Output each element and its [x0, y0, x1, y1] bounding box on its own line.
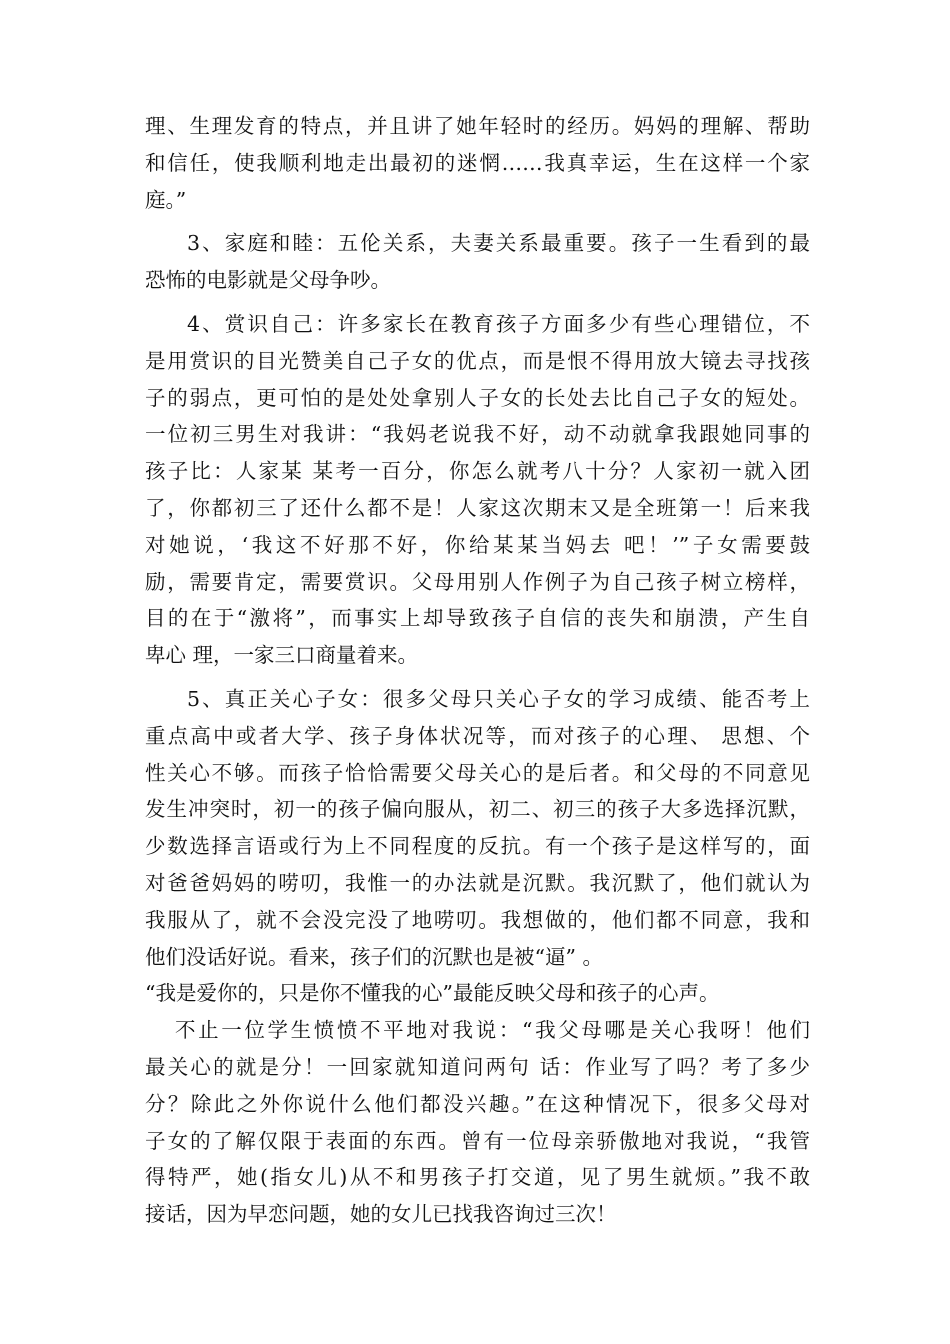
text-line: 接话，因为早恋问题，她的女儿已找我咨询过三次！	[145, 1202, 617, 1227]
text-line: 不止一位学生愤愤不平地对我说：“我父母哪是关心我呀！他们	[175, 1018, 810, 1043]
text-line: 励，需要肯定，需要赏识。父母用别人作例子为自己孩子树立榜样，	[145, 569, 810, 594]
text-line: 4、赏识自己：许多家长在教育孩子方面多少有些心理错位，不	[187, 311, 810, 336]
text-line: 一位初三男生对我讲：“我妈老说我不好，动不动就拿我跟她同事的	[145, 422, 810, 447]
text-line: 分？除此之外你说什么他们都没兴趣。”在这种情况下，很多父母对	[145, 1091, 810, 1116]
text-line: 孩子比：人家某 某考一百分，你怎么就考八十分？人家初一就入团	[145, 459, 810, 484]
text-line: 庭。”	[145, 187, 187, 212]
text-line: 卑心 理，一家三口商量着来。	[145, 643, 419, 668]
document-body	[145, 108, 810, 1233]
text-line: 得特严，她(指女儿)从不和男孩子打交道，见了男生就烦。”我不敢	[145, 1165, 810, 1190]
text-line: 子的弱点，更可怕的是处处拿别人子女的长处去比自己子女的短处。	[145, 385, 810, 410]
text-line: 理、生理发育的特点，并且讲了她年轻时的经历。妈妈的理解、帮助	[145, 114, 810, 138]
text-line: 和信任，使我顺利地走出最初的迷惘……我真幸运，生在这样一个家	[145, 150, 810, 175]
text-line: 恐怖的电影就是父母争吵。	[145, 268, 391, 293]
text-line: 目的在于“激将”，而事实上却导致孩子自信的丧失和崩溃，产生自	[145, 606, 810, 631]
text-line: 少数选择言语或行为上不同程度的反抗。有一个孩子是这样写的，面	[145, 834, 810, 859]
text-line: 是用赏识的目光赞美自己子女的优点，而是恨不得用放大镜去寻找孩	[145, 348, 810, 373]
text-line: 子女的了解仅限于表面的东西。曾有一位母亲骄傲地对我说，“我管	[145, 1128, 810, 1153]
text-line: 对她说，‘我这不好那不好，你给某某当妈去 吧！’”子女需要鼓	[145, 532, 810, 557]
text-line: 3、家庭和睦：五伦关系，夫妻关系最重要。孩子一生看到的最	[187, 231, 810, 256]
text-line: 最关心的就是分！一回家就知道问两句 话：作业写了吗？考了多少	[145, 1054, 810, 1079]
text-line: 对爸爸妈妈的唠叨，我惟一的办法就是沉默。我沉默了，他们就认为	[145, 870, 810, 895]
text-line: 我服从了，就不会没完没了地唠叨。我想做的，他们都不同意，我和	[145, 907, 810, 932]
text-line: 性关心不够。而孩子恰恰需要父母关心的是后者。和父母的不同意见	[145, 760, 810, 785]
text-line: 发生冲突时，初一的孩子偏向服从，初二、初三的孩子大多选择沉默，	[145, 797, 810, 822]
text-line: 5、真正关心子女：很多父母只关心子女的学习成绩、能否考上	[187, 686, 810, 711]
text-line: 了，你都初三了还什么都不是！人家这次期末又是全班第一！后来我	[145, 495, 810, 520]
text-line: 重点高中或者大学、孩子身体状况等，而对孩子的心理、 思想、个	[145, 723, 810, 748]
text-line: 他们没话好说。看来，孩子们的沉默也是被“逼” 。	[145, 944, 603, 969]
text-line: “我是爱你的，只是你不懂我的心”最能反映父母和孩子的心声。	[145, 981, 720, 1006]
